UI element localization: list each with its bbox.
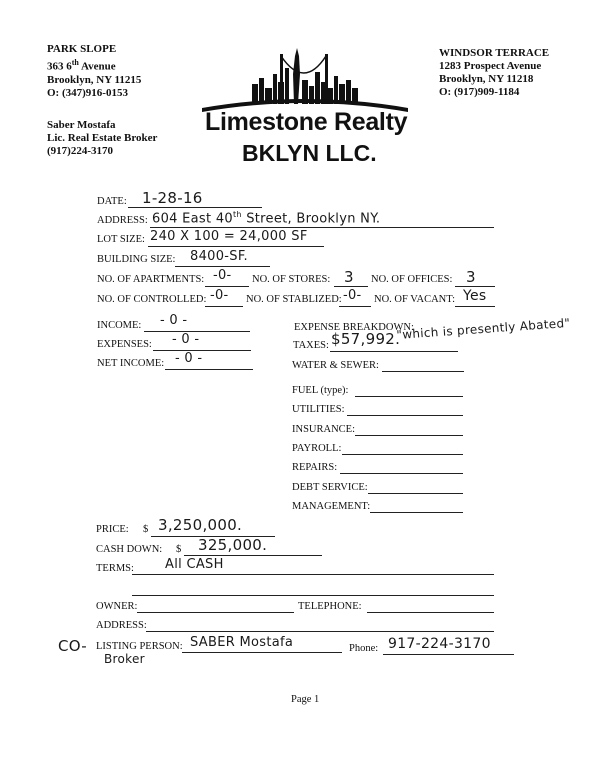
lot-size-label: LOT SIZE: [97,234,145,245]
company-logo [200,44,410,176]
owner-address-line [146,631,494,632]
broker-name: Saber Mostafa [47,119,116,131]
date-label: DATE: [97,196,127,207]
stablized-label: NO. OF STABLIZED: [246,294,342,305]
vacant-value: Yes [463,288,487,304]
payroll-label: PAYROLL: [292,443,342,454]
water-sewer-line [382,371,464,372]
address-value-a: 604 East 40 [152,211,233,227]
management-label: MANAGEMENT: [292,501,371,512]
vacant-line [455,306,495,307]
left-office-block [47,43,141,100]
apartments-label: NO. OF APARTMENTS: [97,274,205,285]
listing-person-line [182,652,342,653]
broker-title: Lic. Real Estate Broker [47,132,158,144]
stores-value: 3 [344,268,354,286]
stablized-line [339,306,371,307]
stores-label: NO. OF STORES: [252,274,331,285]
debt-service-label: DEBT SERVICE: [292,482,368,493]
telephone-label: TELEPHONE: [298,601,362,612]
price-label: PRICE: [96,524,129,535]
owner-label: OWNER: [96,601,138,612]
left-office-phone: O: (347)916-0153 [47,86,128,99]
cash-down-line [184,555,322,556]
apartments-line [205,286,249,287]
controlled-label: NO. OF CONTROLLED: [97,294,207,305]
taxes-line [330,351,458,352]
fuel-line [355,396,463,397]
price-currency: $ [143,524,149,535]
phone-line [383,654,514,655]
debt-service-line [368,493,463,494]
listing-person-sub: Broker [104,652,145,666]
address-value-sup: th [232,210,242,219]
right-office-block [439,47,549,99]
stablized-value: -0- [343,288,362,303]
controlled-line [205,306,243,307]
right-office-name: WINDSOR TERRACE [439,47,550,59]
broker-phone: (917)224-3170 [47,145,113,157]
offices-line [455,286,495,287]
cash-down-value: 325,000. [198,536,268,554]
date-value: 1-28-16 [142,189,203,207]
offices-label: NO. OF OFFICES: [371,274,453,285]
listing-person-label: LISTING PERSON: [96,641,183,652]
insurance-label: INSURANCE: [292,424,356,435]
left-office-street-num: 363 6 [47,60,72,73]
offices-value: 3 [466,268,476,286]
stores-line [334,286,368,287]
income-value: - 0 - [160,313,188,328]
logo-line2: BKLYN LLC. [242,140,377,166]
logo-line1: Limestone Realty [205,108,408,136]
building-size-label: BUILDING SIZE: [97,254,176,265]
owner-address-label: ADDRESS: [96,620,147,631]
utilities-line [347,415,463,416]
phone-label: Phone: [349,643,379,654]
lot-size-value: 240 X 100 = 24,000 SF [150,229,308,244]
repairs-label: REPAIRS: [292,462,338,473]
left-office-street-rest: Avenue [78,60,116,73]
management-line [370,512,463,513]
address-value [152,210,380,226]
cash-down-label: CASH DOWN: [96,544,163,555]
terms-value: All CASH [165,557,224,572]
expenses-value: - 0 - [172,332,200,347]
page-number: Page 1 [291,694,320,705]
repairs-line [340,473,463,474]
cash-down-currency: $ [176,544,182,555]
listing-person-value: SABER Mostafa [190,635,294,650]
price-value: 3,250,000. [158,516,243,534]
taxes-note: "which is presently Abated" [396,315,571,342]
broker-block [47,119,157,158]
address-value-b: Street, Brooklyn NY. [241,211,381,227]
date-line [128,207,262,208]
left-office-city: Brooklyn, NY 11215 [47,73,142,86]
vacant-label: NO. OF VACANT: [374,294,456,305]
water-sewer-label: WATER & SEWER: [292,360,379,371]
phone-value: 917-224-3170 [388,636,491,652]
insurance-line [355,435,463,436]
taxes-label: TAXES: [293,340,329,351]
terms-line-2 [132,595,494,596]
left-office-street-sup: th [71,58,79,67]
building-size-value: 8400-SF. [190,249,248,264]
fuel-label: FUEL (type): [292,385,349,396]
net-income-label: NET INCOME: [97,358,165,369]
terms-label: TERMS: [96,563,134,574]
terms-line-1 [132,574,494,575]
controlled-value: -0- [210,288,229,303]
telephone-line [367,612,494,613]
expense-breakdown-label: EXPENSE BREAKDOWN: [294,322,414,333]
expenses-label: EXPENSES: [97,339,152,350]
address-line [150,227,494,228]
right-office-phone: O: (917)909-1184 [439,86,520,98]
owner-line [137,612,294,613]
skyline-bridge-icon [200,44,410,114]
left-office-street [47,56,141,74]
apartments-value: -0- [213,268,232,283]
payroll-line [342,454,463,455]
net-income-value: - 0 - [175,351,203,366]
address-label: ADDRESS: [97,215,148,226]
listing-co-prefix: CO- [58,637,88,655]
income-label: INCOME: [97,320,142,331]
left-office-name: PARK SLOPE [47,43,117,55]
net-income-line [165,369,253,370]
building-size-line [175,266,270,267]
utilities-label: UTILITIES: [292,404,345,415]
right-office-city: Brooklyn, NY 11218 [439,73,534,85]
lot-size-line [148,246,324,247]
right-office-street: 1283 Prospect Avenue [439,60,542,72]
taxes-value: $57,992. [331,330,401,348]
